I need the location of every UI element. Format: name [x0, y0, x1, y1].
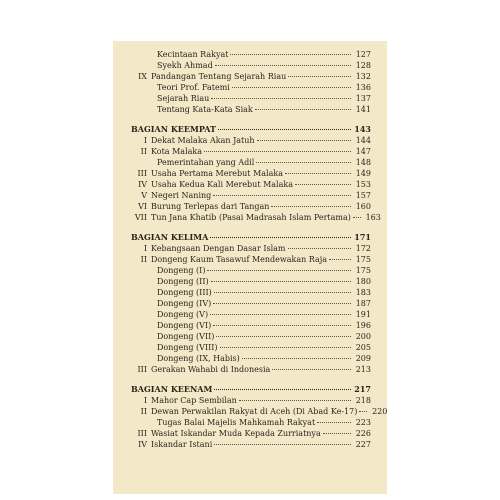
toc-entry [131, 60, 371, 71]
table-of-contents [131, 49, 388, 450]
dot-leader [353, 217, 361, 218]
entry-number: IV [138, 180, 147, 189]
entry-title: Dongeng (IX, Habis) [157, 354, 240, 363]
dot-leader [215, 65, 351, 66]
toc-entry [131, 406, 388, 417]
toc-entry [131, 49, 371, 60]
dot-leader [213, 195, 351, 196]
entry-title: Dongeng (III) [157, 288, 212, 297]
page-number: 128 [355, 61, 371, 70]
dot-leader [218, 129, 351, 130]
toc-entry [131, 395, 371, 406]
toc-section [131, 124, 381, 223]
page-number: 136 [355, 83, 371, 92]
dot-leader [256, 162, 351, 163]
toc-entry [131, 254, 371, 265]
toc-entry [131, 190, 371, 201]
entry-number: II [140, 255, 147, 264]
entry-title: Pemerintahan yang Adil [157, 158, 255, 167]
toc-sections [131, 124, 388, 450]
toc-entry [131, 135, 371, 146]
entry-title: Pandangan Tentang Sejarah Riau [151, 72, 287, 81]
dot-leader [288, 248, 352, 249]
dot-leader [214, 389, 351, 390]
toc-intro-list [131, 49, 371, 115]
dot-leader [272, 369, 351, 370]
page-number: 180 [355, 277, 371, 286]
page-number: 148 [355, 158, 371, 167]
dot-leader [210, 314, 351, 315]
entry-title: Kebangsaan Dengan Dasar Islam [151, 244, 286, 253]
dot-leader [211, 98, 351, 99]
entry-title: Tun Jana Khatib (Pasai Madrasah Islam Pertama) [151, 213, 351, 222]
entry-number: II [140, 147, 147, 156]
page-number: 220 [372, 407, 388, 416]
section-title: BAGIAN KELIMA [131, 232, 209, 242]
page-number: 172 [355, 244, 371, 253]
toc-entry [131, 320, 371, 331]
entry-number: I [143, 396, 147, 405]
section-title: BAGIAN KEENAM [131, 384, 213, 394]
toc-entry [131, 82, 371, 93]
page-number: 132 [355, 72, 371, 81]
section-heading [131, 384, 371, 395]
toc-entry [131, 439, 371, 450]
page-number: 143 [354, 124, 371, 134]
entry-number: III [137, 365, 147, 374]
dot-leader [220, 347, 351, 348]
toc-entry [131, 342, 371, 353]
entry-title: Usaha Kedua Kali Merebut Malaka [151, 180, 293, 189]
page-number: 153 [355, 180, 371, 189]
section-title: BAGIAN KEEMPAT [131, 124, 217, 134]
entry-number: II [140, 407, 147, 416]
toc-entry [131, 179, 371, 190]
dot-leader [204, 151, 351, 152]
dot-leader [211, 281, 351, 282]
dot-leader [242, 358, 351, 359]
dot-leader [239, 400, 351, 401]
toc-entry [131, 428, 371, 439]
dot-leader [288, 76, 351, 77]
entry-number: III [137, 169, 147, 178]
entry-number: VI [138, 202, 147, 211]
page-number: 196 [355, 321, 371, 330]
toc-entry [131, 287, 371, 298]
toc-entry [131, 212, 381, 223]
toc-section [131, 384, 388, 450]
dot-leader [213, 325, 351, 326]
entry-title: Tentang Kata-Kata Siak [157, 105, 253, 114]
dot-leader [323, 433, 351, 434]
toc-entry [131, 331, 371, 342]
page-number: 160 [355, 202, 371, 211]
page-number: 227 [355, 440, 371, 449]
page-number: 127 [355, 50, 371, 59]
entry-title: Dongeng (IV) [157, 299, 212, 308]
section-heading [131, 232, 371, 243]
dot-leader [230, 54, 351, 55]
entry-title: Iskandar Istani [151, 440, 213, 449]
dot-leader [359, 411, 367, 412]
entry-title: Kota Malaka [151, 147, 203, 156]
entry-title: Wasiat Iskandar Muda Kepada Zurriatnya [151, 429, 321, 438]
dot-leader [213, 303, 351, 304]
entry-number: VII [134, 213, 147, 222]
page-number: 141 [355, 105, 371, 114]
entry-title: Dewan Perwakilan Rakyat di Aceh (Di Abad Ke-17) [151, 407, 358, 416]
toc-entry [131, 417, 371, 428]
page-number: 226 [355, 429, 371, 438]
toc-entry [131, 298, 371, 309]
entry-title: Gerakan Wahabi di Indonesia [151, 365, 271, 374]
entry-title: Syekh Ahmad [157, 61, 213, 70]
toc-entry [131, 364, 371, 375]
entry-title: Kecintaan Rakyat [157, 50, 229, 59]
page-number: 218 [355, 396, 371, 405]
dot-leader [232, 87, 351, 88]
entry-title: Dongeng (II) [157, 277, 209, 286]
entry-title: Dongeng (V) [157, 310, 209, 319]
toc-entry [131, 243, 371, 254]
page-number: 175 [355, 255, 371, 264]
entry-title: Teori Prof. Fatemi [157, 83, 230, 92]
entry-number: I [143, 136, 147, 145]
page-number: 205 [355, 343, 371, 352]
page-number: 213 [355, 365, 371, 374]
dot-leader [216, 336, 351, 337]
dot-leader [285, 173, 351, 174]
book-page [113, 41, 387, 494]
entry-title: Usaha Pertama Merebut Malaka [151, 169, 283, 178]
page-number: 149 [355, 169, 371, 178]
page-number: 223 [355, 418, 371, 427]
section-heading [131, 124, 371, 135]
dot-leader [295, 184, 351, 185]
dot-leader [207, 270, 351, 271]
entry-number: III [137, 429, 147, 438]
page-number: 147 [355, 147, 371, 156]
page-number: 200 [355, 332, 371, 341]
page-number: 157 [355, 191, 371, 200]
entry-number: V [141, 191, 147, 200]
toc-entry [131, 276, 371, 287]
page-number: 187 [355, 299, 371, 308]
toc-entry [131, 168, 371, 179]
entry-title: Tugas Balai Majelis Mahkamah Rakyat [157, 418, 316, 427]
dot-leader [271, 206, 351, 207]
entry-number: IX [138, 72, 147, 81]
toc-entry [131, 104, 371, 115]
page-number: 191 [355, 310, 371, 319]
page-number: 175 [355, 266, 371, 275]
dot-leader [255, 109, 351, 110]
toc-entry [131, 93, 371, 104]
toc-section [131, 232, 371, 375]
page-number: 137 [355, 94, 371, 103]
entry-title: Dongeng (I) [157, 266, 206, 275]
page-number: 171 [354, 232, 371, 242]
toc-entry [131, 71, 371, 82]
entry-title: Dongeng (VI) [157, 321, 212, 330]
page-number: 217 [354, 384, 371, 394]
dot-leader [329, 259, 351, 260]
toc-entry [131, 309, 371, 320]
dot-leader [317, 422, 351, 423]
dot-leader [214, 292, 351, 293]
entry-title: Sejarah Riau [157, 94, 210, 103]
page-number: 163 [365, 213, 381, 222]
entry-title: Dekat Malaka Akan Jatuh [151, 136, 255, 145]
page-number: 144 [355, 136, 371, 145]
entry-title: Dongeng Kaum Tasawuf Mendewakan Raja [151, 255, 328, 264]
toc-entry [131, 265, 371, 276]
entry-title: Negeri Naning [151, 191, 212, 200]
toc-entry [131, 201, 371, 212]
dot-leader [210, 237, 351, 238]
dot-leader [214, 444, 351, 445]
page-number: 209 [355, 354, 371, 363]
dot-leader [257, 140, 351, 141]
toc-entry [131, 353, 371, 364]
entry-number: IV [138, 440, 147, 449]
entry-title: Dongeng (VII) [157, 332, 215, 341]
entry-title: Mahor Cap Sembilan [151, 396, 237, 405]
page-number: 183 [355, 288, 371, 297]
toc-entry [131, 157, 371, 168]
toc-entry [131, 146, 371, 157]
entry-title: Burung Terlepas dari Tangan [151, 202, 270, 211]
entry-number: I [143, 244, 147, 253]
entry-title: Dongeng (VIII) [157, 343, 218, 352]
